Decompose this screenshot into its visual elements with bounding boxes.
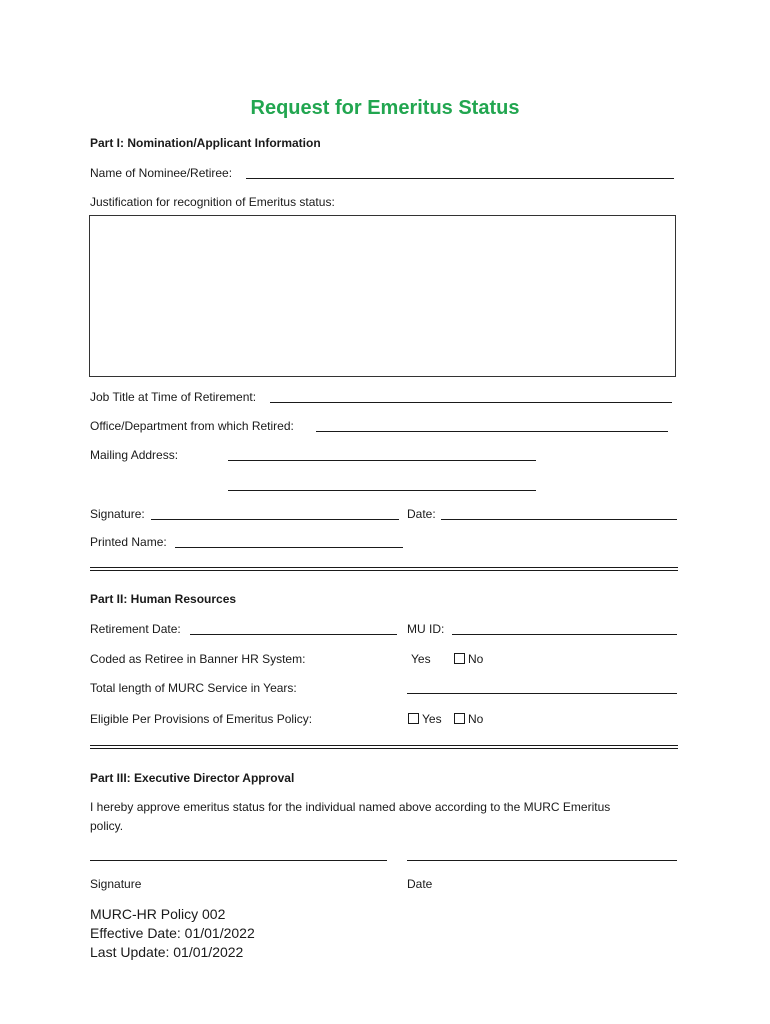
effective-date: Effective Date: 01/01/2022 xyxy=(90,925,255,941)
signature-field[interactable] xyxy=(151,519,399,520)
section-divider xyxy=(90,745,678,749)
date-field[interactable] xyxy=(441,519,677,520)
policy-number: MURC-HR Policy 002 xyxy=(90,906,226,922)
approval-text-line1: I hereby approve emeritus status for the individual named above according to the MURC Emeritus xyxy=(90,800,611,814)
approver-signature-field[interactable] xyxy=(90,860,387,861)
signature-label: Signature: xyxy=(90,507,145,521)
part2-heading: Part II: Human Resources xyxy=(90,592,237,606)
office-field[interactable] xyxy=(316,431,668,432)
part3-heading: Part III: Executive Director Approval xyxy=(90,771,295,785)
date-label: Date: xyxy=(407,507,436,521)
eligible-label: Eligible Per Provisions of Emeritus Policy: xyxy=(90,712,313,726)
mailing-address-line-2[interactable] xyxy=(228,490,536,491)
coded-no-label: No xyxy=(468,652,484,666)
approval-text-line2: policy. xyxy=(90,819,124,833)
page-title: Request for Emeritus Status xyxy=(250,97,520,119)
section-divider xyxy=(90,567,678,571)
mu-id-field[interactable] xyxy=(452,634,677,635)
mailing-address-line-1[interactable] xyxy=(228,460,536,461)
approver-date-field[interactable] xyxy=(407,860,677,861)
coded-yes-label: Yes xyxy=(411,652,431,666)
service-years-label: Total length of MURC Service in Years: xyxy=(90,681,297,695)
eligible-no-option[interactable] xyxy=(454,712,483,726)
justification-label: Justification for recognition of Emeritus status: xyxy=(90,195,335,209)
eligible-yes-label: Yes xyxy=(422,712,442,726)
eligible-no-label: No xyxy=(468,712,484,726)
retirement-date-label: Retirement Date: xyxy=(90,622,181,636)
checkbox-icon[interactable] xyxy=(408,713,419,724)
approver-date-label: Date xyxy=(407,877,433,891)
job-title-label: Job Title at Time of Retirement: xyxy=(90,390,257,404)
coded-no-option[interactable] xyxy=(454,652,483,666)
printed-name-field[interactable] xyxy=(175,547,403,548)
retirement-date-field[interactable] xyxy=(190,634,397,635)
service-years-field[interactable] xyxy=(407,693,677,694)
mailing-address-label: Mailing Address: xyxy=(90,448,179,462)
part1-heading: Part I: Nomination/Applicant Information xyxy=(90,136,321,150)
mu-id-label: MU ID: xyxy=(407,622,445,636)
checkbox-icon[interactable] xyxy=(454,713,465,724)
eligible-yes-option[interactable] xyxy=(408,712,442,726)
checkbox-icon[interactable] xyxy=(454,653,465,664)
office-label: Office/Department from which Retired: xyxy=(90,419,294,433)
nominee-label: Name of Nominee/Retiree: xyxy=(90,166,233,180)
justification-textarea[interactable] xyxy=(89,215,676,377)
nominee-field[interactable] xyxy=(246,178,674,179)
coded-retiree-label: Coded as Retiree in Banner HR System: xyxy=(90,652,306,666)
last-update: Last Update: 01/01/2022 xyxy=(90,944,244,960)
printed-name-label: Printed Name: xyxy=(90,535,167,549)
job-title-field[interactable] xyxy=(270,402,672,403)
approver-signature-label: Signature xyxy=(90,877,142,891)
